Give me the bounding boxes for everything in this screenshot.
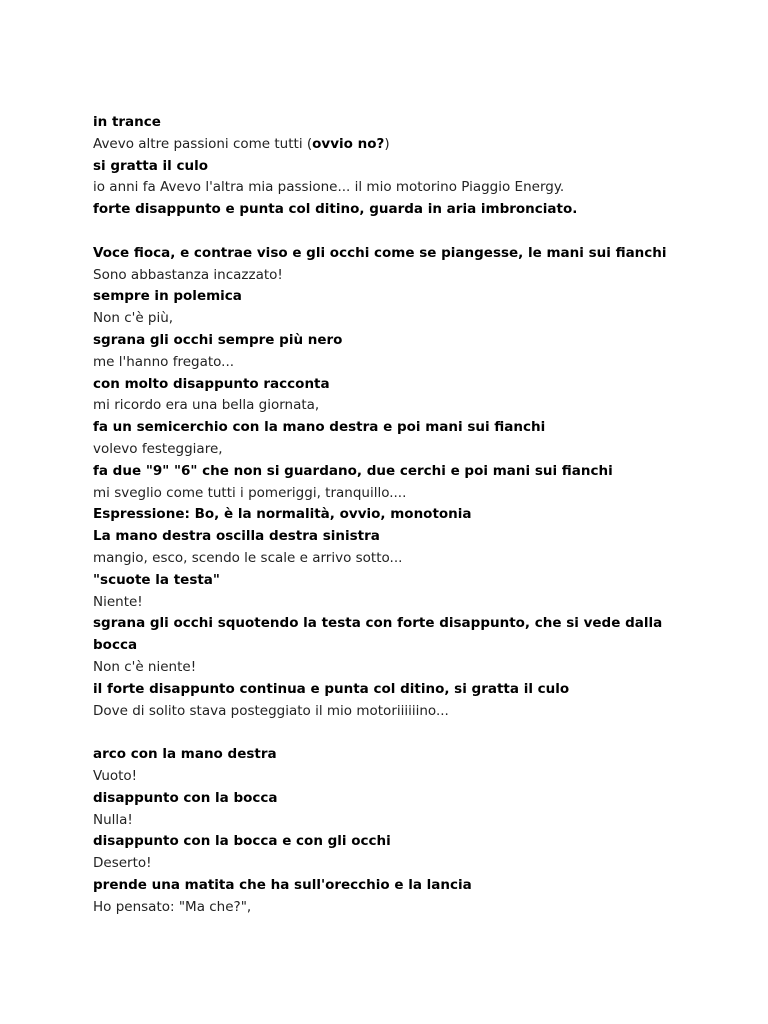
script-text bbox=[93, 112, 733, 918]
stage-direction-line: in trance bbox=[93, 114, 161, 130]
dialogue-line: Non c'è niente! bbox=[93, 658, 197, 675]
stage-direction-line: Espressione: Bo, è la normalità, ovvio, monotonia bbox=[93, 506, 472, 523]
dialogue-line: Non c'è più, bbox=[93, 310, 174, 327]
dialogue-line: mi ricordo era una bella giornata, bbox=[93, 397, 320, 414]
dialogue-line: Niente! bbox=[93, 593, 143, 610]
stage-direction-line: fa un semicerchio con la mano destra e poi mani sui fianchi bbox=[93, 419, 546, 436]
dialogue-line: Nulla! bbox=[93, 811, 133, 828]
stage-direction-line: arco con la mano destra bbox=[93, 746, 277, 763]
dialogue-line: Sono abbastanza incazzato! bbox=[93, 266, 283, 283]
dialogue-line: Vuoto! bbox=[93, 767, 138, 784]
stage-direction-line: il forte disappunto continua e punta col ditino, si gratta il culo bbox=[93, 680, 570, 697]
stage-direction-line: "scuote la testa" bbox=[93, 571, 220, 588]
stage-direction-line: si gratta il culo bbox=[93, 157, 208, 174]
dialogue-line: volevo festeggiare, bbox=[93, 440, 223, 457]
stage-direction-line: fa due "9" "6" che non si guardano, due cerchi e poi mani sui fianchi bbox=[93, 462, 613, 479]
stage-direction-line: Voce fioca, e contrae viso e gli occhi come se piangesse, le mani sui fianchi bbox=[93, 244, 667, 261]
dialogue-line: io anni fa Avevo l'altra mia passione... il mio motorino Piaggio Energy. bbox=[93, 179, 565, 196]
dialogue-line: Ho pensato: "Ma che?", bbox=[93, 898, 252, 915]
stage-direction-line: disappunto con la bocca e con gli occhi bbox=[93, 833, 391, 850]
stage-direction-line: sgrana gli occhi squotendo la testa con forte disappunto, che si vede dalla bbox=[93, 615, 663, 632]
stage-direction-line: disappunto con la bocca bbox=[93, 789, 278, 806]
stage-direction-line: sempre in polemica bbox=[93, 288, 242, 305]
stage-direction-line: bocca bbox=[93, 637, 138, 654]
blank-line bbox=[93, 722, 733, 744]
dialogue-span: ) bbox=[384, 135, 390, 152]
blank-line bbox=[93, 221, 733, 243]
dialogue-line: mangio, esco, scendo le scale e arrivo sotto... bbox=[93, 549, 403, 566]
stage-direction-line: La mano destra oscilla destra sinistra bbox=[93, 528, 380, 545]
dialogue-line: me l'hanno fregato... bbox=[93, 353, 235, 370]
dialogue-line: Dove di solito stava posteggiato il mio motoriiiiiino... bbox=[93, 702, 449, 719]
dialogue-span: Avevo altre passioni come tutti ( bbox=[93, 135, 313, 152]
stage-direction-line: prende una matita che ha sull'orecchio e la lancia bbox=[93, 876, 472, 893]
dialogue-line bbox=[93, 134, 733, 156]
stage-direction-line: con molto disappunto racconta bbox=[93, 375, 330, 392]
dialogue-line: mi sveglio come tutti i pomeriggi, tranquillo.... bbox=[93, 484, 407, 501]
dialogue-line: Deserto! bbox=[93, 855, 152, 872]
stage-direction-span: ovvio no? bbox=[312, 135, 385, 152]
stage-direction-line: forte disappunto e punta col ditino, guarda in aria imbronciato. bbox=[93, 201, 578, 218]
stage-direction-line: sgrana gli occhi sempre più nero bbox=[93, 331, 343, 348]
